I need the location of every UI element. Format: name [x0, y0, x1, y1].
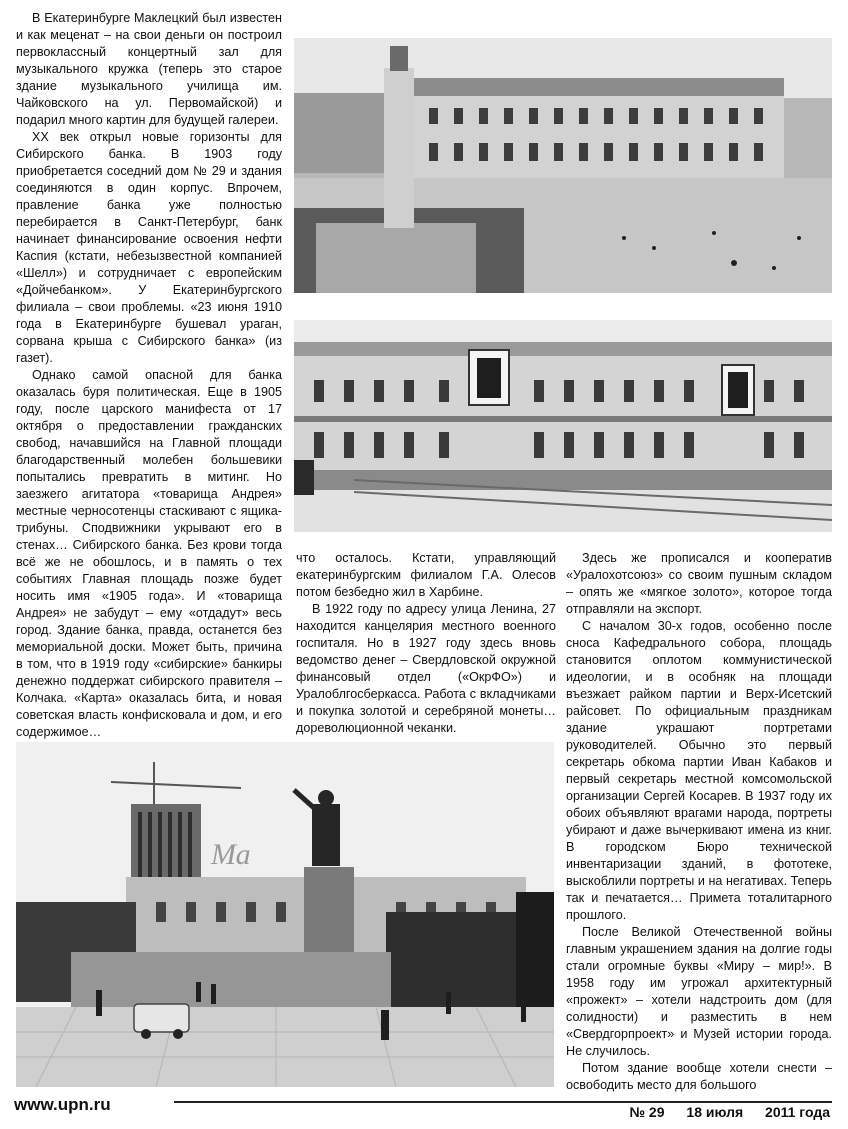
- paragraph: Потом здание вообще хотели снести – освободить место для большого: [566, 1061, 832, 1092]
- footer-issue-info: [629, 1104, 830, 1120]
- paragraph: XX век открыл новые горизонты для Сибирского банка. В 1903 году приобретается соседний дом № 29 и здания соединяются в один корпус. Впрочем, правление банка уже полностью перебирается в Санкт-Петербург, банк начинает финансирование освоения нефти Каспия (кстати, небезызвестной компанией «Шелл») и сотрудничает с европейским «Дойчебанком». У Екатеринбургского филиала – свои проблемы. «23 июня 1910 года в Екатеринбурге бушевал ураган, сорвана крыша с Сибирского банка» (из газет).: [16, 130, 282, 365]
- paragraph: В Екатеринбурге Маклецкий был известен и как меценат – на свои деньги он построил первоклассный концертный зал для музыкального кружка (теперь это старое здание музыкального училища им. Чайковского на ул. Первомайской) и подарил много картин для будущей галереи.: [16, 11, 282, 127]
- paragraph: С началом 30-х годов, особенно после сноса Кафедрального собора, площадь становится оплотом коммунистической идеологии, и в особняк на площади въезжает райком партии и Верх-Исетский райсовет. По официальным праздникам здание украшают портретами руководителей. Обычно это первый секретарь обкома партии Иван Кабаков и первый секретарь местной комсомольской организации Сергей Косарев. В 1937 году их обоих объявляют врагами народа, портреты убирают и даже вычеркивают имена из книг. В городском Бюро технической инвентаризации зданий, в фототеке, выскоблили портреты и на негативах. Теперь так и печатается… Примета тоталитарного прошлого.: [566, 619, 832, 922]
- paragraph: В 1922 году по адресу улица Ленина, 27 находится канцелярия местного военного госпиталя. Но в 1927 году здесь вновь ведомство денег – Свердловской окружной финансовый отдел («ОкрФО») и Уралоблгосберкасса. Работа с вкладчиками и покупка золотой и серебряной монеты… дореволюционной чеканки.: [296, 602, 556, 735]
- issue-date: 18 июля: [686, 1104, 744, 1120]
- issue-year: 2011 года: [765, 1104, 830, 1120]
- article-column-middle: [296, 550, 556, 740]
- paragraph: Здесь же прописался и кооператив «Уралохотсоюз» со своим пушным складом – опять же «мягкое золото», которое тогда отправляли на экспорт.: [566, 551, 832, 616]
- footer-site-link[interactable]: www.upn.ru: [14, 1095, 111, 1114]
- photo-lenin-square: [16, 742, 554, 1087]
- photo-square-monument: [294, 38, 832, 293]
- article-column-right: [566, 550, 832, 1090]
- paragraph: После Великой Отечественной войны главным украшением здания на долгие годы стали огромные буквы «Миру – мир!». В 1958 году им угрожал архитектурный «прожект» – хотели надстроить дом (для солидности) и разместить в нем «Свердгорпроект» и Музей истории города. Не случилось.: [566, 925, 832, 1058]
- article-column-left: [16, 10, 282, 745]
- footer-divider: [174, 1101, 832, 1103]
- roof-sign-text: Ма: [211, 838, 251, 871]
- paragraph: Однако самой опасной для банка оказалась буря политическая. Еще в 1905 году, после царского манифеста от 17 октября о предоставлении гражданских свобод, начавшийся на Главной площади благодарственный молебен большевики попытались превратить в митинг. Но заезжего агитатора «товарища Андрея» местные черносотенцы стаскивают с ящика-трибуны. Сподвижники укрывают его в стенах… Сибирского банка. Без крови тогда всё же не обошлось, и в память о тех событиях Главная площадь позже будет носить имя «1905 года». И «товарища Андрея» не забудут – ему «отдадут» весь город. Здание банка, правда, останется без мемориальной доски. Может быть, причина в том, что в 1919 году «сибирские» банкиры денежно поддержат сибирского правителя – Колчака. «Карта» оказалась бита, и новая советская власть конфисковала и дом, и его содержимое…: [16, 368, 282, 739]
- issue-number: № 29: [629, 1104, 665, 1120]
- paragraph: что осталось. Кстати, управляющий екатеринбургским филиалом Г.А. Олесов потом безбедно жил в Харбине.: [296, 551, 556, 599]
- photo-building-portraits: [294, 320, 832, 532]
